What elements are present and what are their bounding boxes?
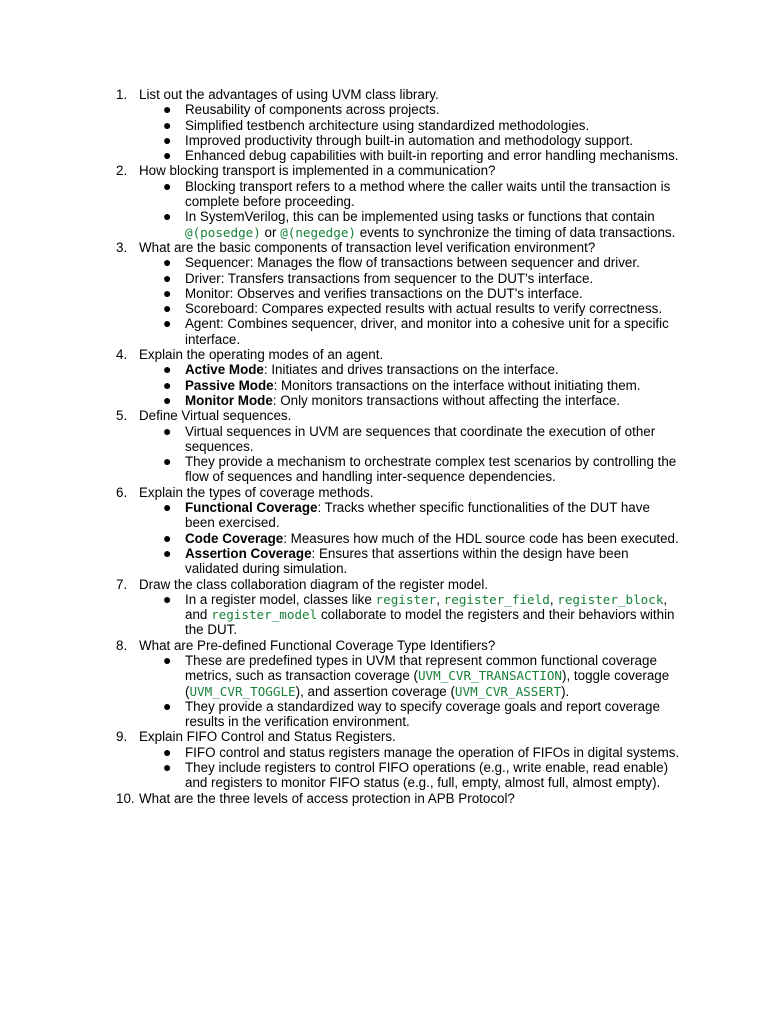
question-item bbox=[0, 791, 768, 806]
bullet-text: : Measures how much of the HDL source code has been executed. bbox=[283, 530, 679, 546]
question-number: 4. bbox=[116, 347, 128, 363]
bullet-text: Monitor: Observes and verifies transactions on the DUT's interface. bbox=[185, 285, 583, 301]
bullet-dot-icon: ● bbox=[163, 499, 172, 516]
question-item bbox=[0, 577, 768, 592]
bullet-dot-icon: ● bbox=[163, 300, 172, 317]
bullet-dot-icon: ● bbox=[163, 208, 172, 225]
question-item bbox=[0, 408, 768, 423]
question-number: 3. bbox=[116, 239, 128, 255]
code-term: register_block bbox=[557, 591, 664, 607]
bullet-text: In SystemVerilog, this can be implemented using tasks or functions that contain bbox=[185, 209, 655, 225]
question-number: 9. bbox=[116, 729, 128, 745]
bullet-dot-icon: ● bbox=[163, 131, 172, 148]
bold-term: Code Coverage bbox=[185, 530, 284, 546]
answer-bullet bbox=[0, 316, 768, 347]
answer-bullet bbox=[0, 653, 768, 699]
bullet-text: Improved productivity through built-in automation and methodology support. bbox=[185, 132, 634, 148]
code-term: register_field bbox=[443, 591, 550, 607]
bullet-text: Simplified testbench architecture using standardized methodologies. bbox=[185, 117, 590, 133]
bullet-dot-icon: ● bbox=[163, 116, 172, 133]
bullet-dot-icon: ● bbox=[163, 315, 172, 332]
bullet-text: These are predefined types in UVM that represent common functional coverage metrics, such as transaction coverage ( bbox=[185, 652, 657, 684]
bullet-dot-icon: ● bbox=[163, 101, 172, 118]
question-item bbox=[0, 163, 768, 178]
question-number: 2. bbox=[116, 163, 128, 179]
question-number: 7. bbox=[116, 576, 128, 592]
bullet-text: : Initiates and drives transactions on the interface. bbox=[263, 362, 559, 378]
bullet-text: Sequencer: Manages the flow of transactions between sequencer and driver. bbox=[185, 255, 640, 271]
document-body bbox=[0, 87, 768, 806]
bullet-text: They provide a mechanism to orchestrate complex test scenarios by controlling the flow of sequences and handling inter-sequence dependencies. bbox=[185, 454, 677, 485]
answer-bullet bbox=[0, 592, 768, 638]
code-term: UVM_CVR_TRANSACTION bbox=[417, 668, 563, 684]
bullet-text: FIFO control and status registers manage the operation of FIFOs in digital systems. bbox=[185, 744, 680, 760]
question-number: 1. bbox=[116, 87, 128, 102]
bullet-dot-icon: ● bbox=[163, 422, 172, 439]
bullet-dot-icon: ● bbox=[163, 651, 172, 668]
bullet-dot-icon: ● bbox=[163, 177, 172, 194]
answer-bullet bbox=[0, 118, 768, 133]
bullet-text: Scoreboard: Compares expected results with actual results to verify correctness. bbox=[185, 301, 663, 317]
code-term: @(posedge) bbox=[185, 224, 261, 240]
question-text: What are Pre-defined Functional Coverage Type Identifiers? bbox=[139, 637, 496, 653]
answer-bullet bbox=[0, 133, 768, 148]
answer-bullet bbox=[0, 424, 768, 455]
question-number: 8. bbox=[116, 637, 128, 653]
question-text: What are the basic components of transaction level verification environment? bbox=[139, 239, 596, 255]
bullet-text: : Ensures that assertions within the design have been validated during simulation. bbox=[185, 545, 629, 577]
code-term: register bbox=[375, 591, 437, 607]
question-text: How blocking transport is implemented in a communication? bbox=[139, 163, 496, 179]
answer-bullet bbox=[0, 454, 768, 485]
bullet-text: , bbox=[549, 591, 558, 607]
answer-bullet bbox=[0, 148, 768, 163]
bullet-dot-icon: ● bbox=[163, 391, 172, 408]
bullet-text: In a register model, classes like bbox=[185, 591, 376, 607]
bullet-dot-icon: ● bbox=[163, 376, 172, 393]
question-text: Draw the class collaboration diagram of the register model. bbox=[139, 576, 489, 592]
bullet-text: , bbox=[436, 591, 444, 607]
bullet-dot-icon: ● bbox=[163, 269, 172, 286]
bullet-text: Virtual sequences in UVM are sequences that coordinate the execution of other sequences. bbox=[185, 423, 656, 454]
answer-bullet bbox=[0, 362, 768, 377]
bullet-dot-icon: ● bbox=[163, 284, 172, 301]
answer-bullet bbox=[0, 500, 768, 531]
code-term: @(negedge) bbox=[280, 224, 357, 240]
answer-bullet bbox=[0, 531, 768, 546]
bullet-text: : Only monitors transactions without affecting the interface. bbox=[272, 392, 621, 408]
answer-bullet bbox=[0, 255, 768, 270]
answer-bullet bbox=[0, 271, 768, 286]
bullet-text: events to synchronize the timing of data transactions. bbox=[356, 224, 676, 240]
bullet-dot-icon: ● bbox=[163, 544, 172, 561]
question-text: Explain FIFO Control and Status Registers. bbox=[139, 729, 396, 745]
bullet-text: ), and assertion coverage ( bbox=[295, 683, 455, 699]
question-number: 5. bbox=[116, 408, 128, 424]
bullet-text: Enhanced debug capabilities with built-in reporting and error handling mechanisms. bbox=[185, 148, 679, 164]
bullet-text: Driver: Transfers transactions from sequencer to the DUT's interface. bbox=[185, 270, 594, 286]
answer-bullet bbox=[0, 301, 768, 316]
question-item bbox=[0, 638, 768, 653]
question-item bbox=[0, 87, 768, 102]
question-number: 10. bbox=[116, 790, 135, 806]
answer-bullet bbox=[0, 378, 768, 393]
bold-term: Functional Coverage bbox=[185, 500, 318, 516]
bullet-dot-icon: ● bbox=[163, 529, 172, 546]
question-item bbox=[0, 485, 768, 500]
question-text: Explain the operating modes of an agent. bbox=[139, 347, 384, 363]
code-term: register_model bbox=[211, 607, 318, 623]
bold-term: Passive Mode bbox=[185, 377, 274, 393]
answer-bullet bbox=[0, 179, 768, 210]
question-text: What are the three levels of access protection in APB Protocol? bbox=[139, 790, 515, 806]
bullet-text: They include registers to control FIFO operations (e.g., write enable, read enable) and registers to monitor FIFO status (e.g., full, empty, almost full, almost empty). bbox=[185, 760, 669, 791]
answer-bullet bbox=[0, 745, 768, 760]
question-item bbox=[0, 729, 768, 744]
question-item bbox=[0, 347, 768, 362]
bullet-text: ). bbox=[561, 683, 570, 699]
bold-term: Active Mode bbox=[185, 362, 264, 378]
question-text: Define Virtual sequences. bbox=[139, 408, 292, 424]
bullet-dot-icon: ● bbox=[163, 743, 172, 760]
bullet-text: They provide a standardized way to specify coverage goals and report coverage results in the verification environment. bbox=[185, 698, 660, 730]
answer-bullet bbox=[0, 760, 768, 791]
bullet-dot-icon: ● bbox=[163, 361, 172, 378]
bullet-text: Reusability of components across projects. bbox=[185, 102, 440, 118]
question-item bbox=[0, 240, 768, 255]
bullet-text: or bbox=[260, 224, 281, 240]
bullet-text: : Monitors transactions on the interface without initiating them. bbox=[273, 377, 641, 393]
bullet-text: , and bbox=[185, 591, 668, 623]
answer-bullet bbox=[0, 699, 768, 730]
bullet-text: : Tracks whether specific functionalities of the DUT have been exercised. bbox=[185, 500, 650, 531]
bullet-dot-icon: ● bbox=[163, 759, 172, 776]
answer-bullet bbox=[0, 209, 768, 240]
answer-bullet bbox=[0, 393, 768, 408]
code-term: UVM_CVR_ASSERT bbox=[454, 683, 562, 699]
bold-term: Assertion Coverage bbox=[185, 545, 312, 561]
bullet-text: collaborate to model the registers and their behaviors within the DUT. bbox=[185, 607, 675, 638]
bullet-dot-icon: ● bbox=[163, 453, 172, 470]
answer-bullet bbox=[0, 546, 768, 577]
bullet-dot-icon: ● bbox=[163, 590, 172, 607]
question-text: List out the advantages of using UVM class library. bbox=[139, 87, 439, 102]
question-number: 6. bbox=[116, 484, 128, 500]
code-term: UVM_CVR_TOGGLE bbox=[189, 683, 296, 699]
bullet-text: Blocking transport refers to a method where the caller waits until the transaction is complete before proceeding. bbox=[185, 178, 671, 210]
bold-term: Monitor Mode bbox=[185, 392, 273, 408]
answer-bullet bbox=[0, 286, 768, 301]
bullet-dot-icon: ● bbox=[163, 254, 172, 271]
answer-bullet bbox=[0, 102, 768, 117]
bullet-dot-icon: ● bbox=[163, 697, 172, 714]
bullet-dot-icon: ● bbox=[163, 147, 172, 164]
bullet-text: ), toggle coverage ( bbox=[185, 668, 670, 699]
bullet-text: Agent: Combines sequencer, driver, and monitor into a cohesive unit for a specific interface. bbox=[185, 316, 669, 347]
question-text: Explain the types of coverage methods. bbox=[139, 484, 374, 500]
